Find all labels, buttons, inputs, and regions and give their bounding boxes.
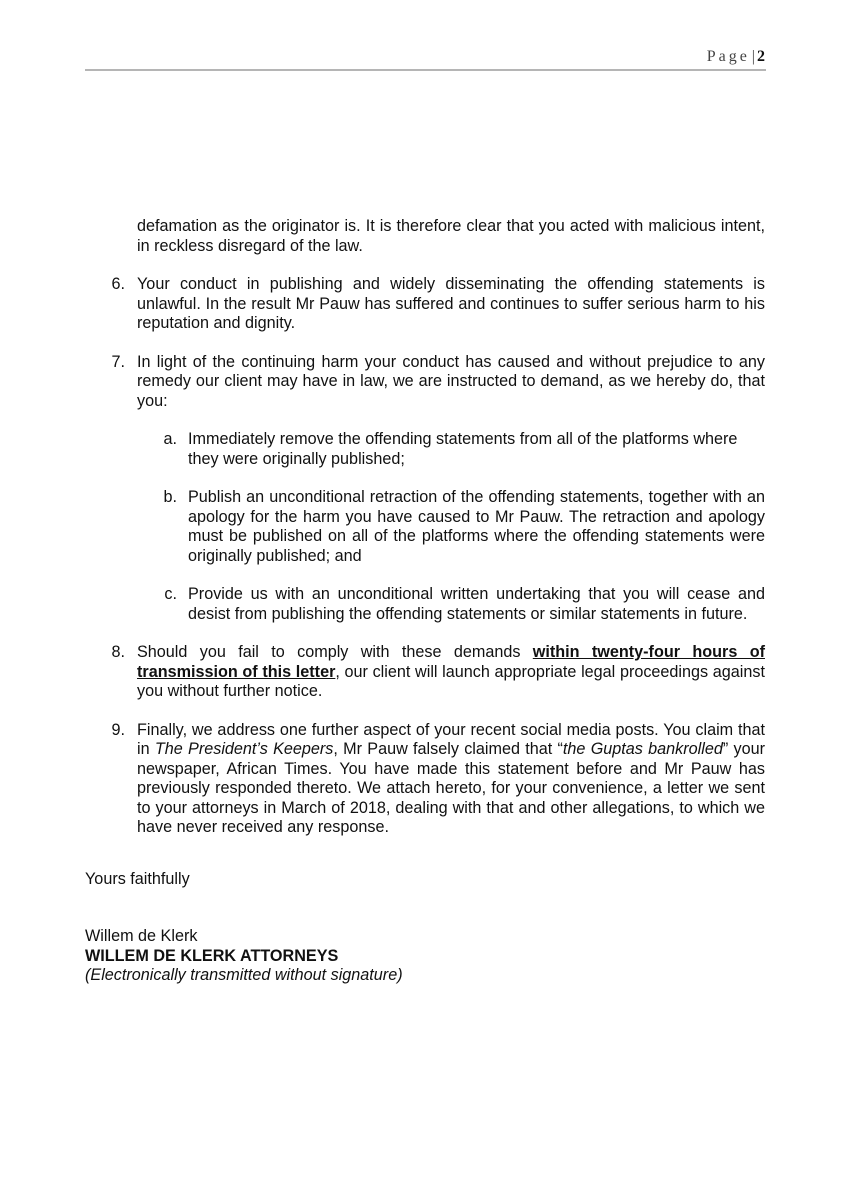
deadline-emphasis: within twenty-four hours of transmission of this letter (137, 643, 765, 681)
page-number: 2 (757, 48, 765, 65)
item-text (137, 643, 765, 702)
page-separator: | (751, 48, 755, 65)
text-segment: Should you fail to comply with these demands (137, 643, 533, 661)
firm-name: WILLEM DE KLERK ATTORNEYS (85, 946, 339, 965)
item-text: In light of the continuing harm your conduct has caused and without prejudice to any remedy our client may have in law, we are instructed to demand, as we hereby do, that you: (137, 352, 765, 410)
list-item-9 (85, 721, 765, 838)
sub-item-a (85, 430, 765, 469)
sub-item-letter: a. (163, 430, 177, 448)
signatory-name: Willem de Klerk (85, 927, 198, 945)
page-header (85, 48, 765, 66)
sub-item-text: Immediately remove the offending statements from all of the platforms where they were originally published; (188, 430, 738, 468)
item-number: 8. (111, 643, 125, 661)
item-number: 9. (111, 720, 125, 739)
sub-item-text: Provide us with an unconditional written undertaking that you will cease and desist from publishing the offending statements or similar statements in future. (188, 585, 765, 623)
signature-block (85, 927, 765, 986)
text-segment: , our client will launch appropriate legal proceedings against you without further notice. (137, 662, 765, 700)
list-item-7 (85, 353, 765, 412)
sub-item-text: Publish an unconditional retraction of the offending statements, together with an apology for the harm you have caused to Mr Pauw. The retraction and apology must be published on all of the platforms where the offending statements were originally published; and (188, 488, 765, 565)
text-segment: Finally, we address one further aspect of your recent social media posts. You claim that in (137, 720, 765, 758)
item-text: Your conduct in publishing and widely disseminating the offending statements is unlawful. In the result Mr Pauw has suffered and continues to suffer serious harm to his reputation and dignity. (137, 275, 765, 332)
text-segment: ” your newspaper, African Times. You have made this statement before and Mr Pauw has previously responded thereto. We attach hereto, for your convenience, a letter we sent to your attorneys in March of 2018, dealing with that and other allegations, to which we have never received any response. (137, 740, 765, 836)
transmission-note: (Electronically transmitted without signature) (85, 966, 403, 984)
continuation-paragraph: defamation as the originator is. It is therefore clear that you acted with malicious intent, in reckless disregard of the law. (137, 217, 765, 255)
sub-item-letter: b. (163, 488, 177, 506)
item-number: 6. (111, 275, 125, 293)
closing-salutation: Yours faithfully (85, 869, 190, 888)
item-text (137, 721, 765, 838)
text-segment: , Mr Pauw falsely claimed that “ (333, 740, 563, 758)
sub-item-letter: c. (164, 585, 177, 603)
item-number: 7. (111, 352, 125, 371)
book-title: The President’s Keepers (154, 740, 334, 758)
list-item-6 (85, 275, 765, 334)
list-item-8 (85, 643, 765, 702)
sub-item-b (85, 488, 765, 566)
letter-body (85, 217, 765, 986)
page-label: Page (706, 48, 750, 65)
quoted-claim: the Guptas bankrolled (562, 740, 723, 758)
sub-item-c (85, 585, 765, 624)
header-divider (85, 69, 766, 71)
